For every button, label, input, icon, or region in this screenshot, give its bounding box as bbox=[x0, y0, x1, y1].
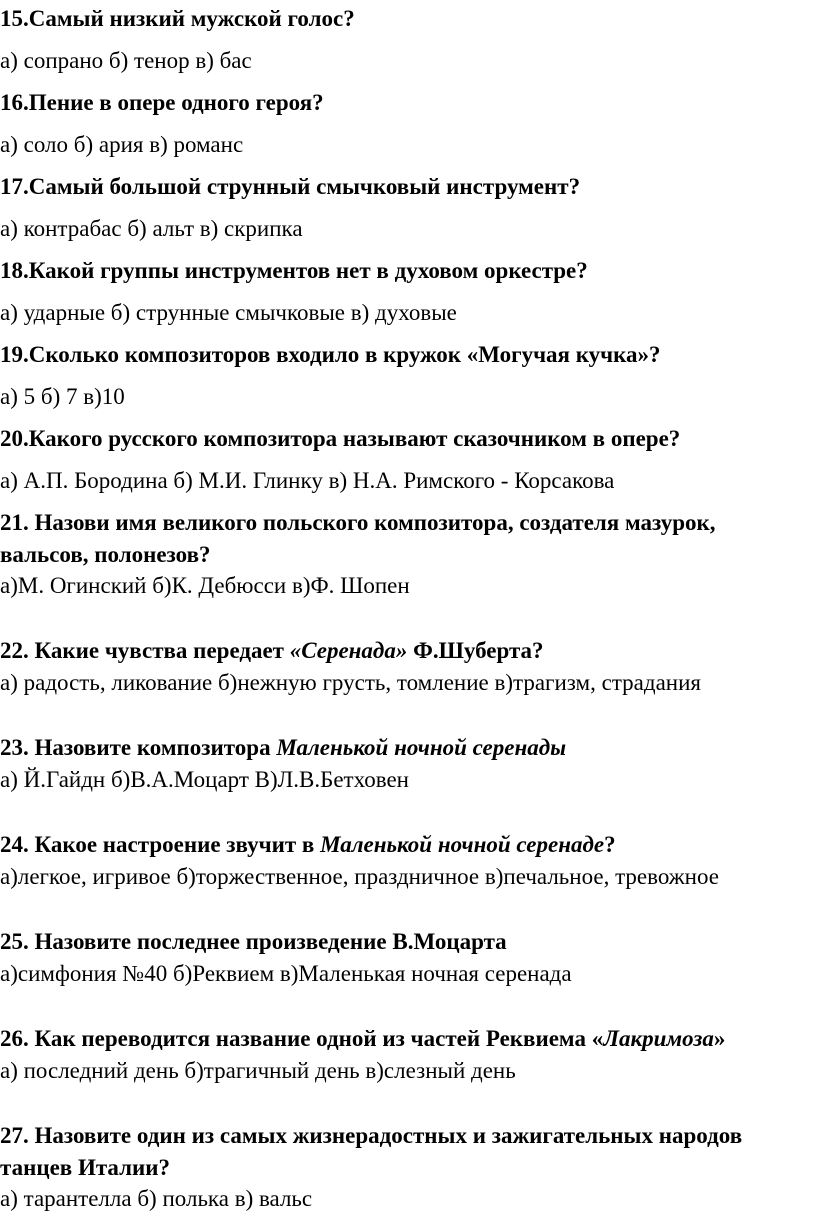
answer-16: а) соло б) ария в) романс bbox=[0, 132, 244, 157]
question-22 bbox=[0, 638, 544, 664]
question-16: 16.Пение в опере одного героя? bbox=[0, 90, 324, 115]
question-27-line-2: танцев Италии? bbox=[0, 1155, 171, 1180]
answer-27: а) тарантелла б) полька в) вальс bbox=[0, 1186, 313, 1211]
answer-26: а) последний день б)трагичный день в)слезный день bbox=[0, 1058, 516, 1083]
question-20: 20.Какого русского композитора называют сказочником в опере? bbox=[0, 426, 681, 451]
question-24-tail: ? bbox=[604, 832, 616, 857]
question-25: 25. Назовите последнее произведение В.Моцарта bbox=[0, 929, 507, 954]
answer-18: а) ударные б) струнные смычковые в) духовые bbox=[0, 300, 457, 325]
question-22-tail: Ф.Шуберта? bbox=[407, 638, 544, 663]
question-18: 18.Какой группы инструментов нет в духовом оркестре? bbox=[0, 258, 588, 283]
answer-15: а) сопрано б) тенор в) бас bbox=[0, 48, 252, 73]
question-27-line-1: 27. Назовите один из самых жизнерадостных и зажигательных народов bbox=[0, 1123, 743, 1148]
answer-19: а) 5 б) 7 в)10 bbox=[0, 384, 125, 409]
question-23-text: 23. Назовите композитора bbox=[0, 735, 277, 760]
answer-23: а) Й.Гайдн б)В.А.Моцарт В)Л.В.Бетховен bbox=[0, 767, 409, 792]
question-26 bbox=[0, 1026, 725, 1052]
answer-20: а) А.П. Бородина б) М.И. Глинку в) Н.А. Римского - Корсакова bbox=[0, 468, 615, 493]
question-26-text: 26. Как переводится название одной из частей Реквиема « bbox=[0, 1026, 604, 1051]
question-23-title: Маленькой ночной серенады bbox=[276, 735, 567, 760]
question-24-title: Маленькой ночной серенаде bbox=[320, 832, 605, 857]
question-22-title: «Серенада» bbox=[289, 638, 408, 663]
question-15: 15.Самый низкий мужской голос? bbox=[0, 6, 355, 31]
answer-25: а)симфония №40 б)Реквием в)Маленькая ночная серенада bbox=[0, 961, 572, 986]
question-19: 19.Сколько композиторов входило в кружок «Могучая кучка»? bbox=[0, 342, 661, 367]
question-26-title: Лакримоза bbox=[603, 1026, 714, 1051]
question-22-text: 22. Какие чувства передает bbox=[0, 638, 290, 663]
question-23 bbox=[0, 735, 566, 761]
answer-17: а) контрабас б) альт в) скрипка bbox=[0, 216, 303, 241]
question-26-tail: » bbox=[713, 1026, 726, 1051]
question-21-line-1: 21. Назови имя великого польского композитора, создателя мазурок, bbox=[0, 510, 716, 535]
question-24-text: 24. Какое настроение звучит в bbox=[0, 832, 321, 857]
question-24 bbox=[0, 832, 616, 858]
question-17: 17.Самый большой струнный смычковый инструмент? bbox=[0, 174, 581, 199]
answer-21: а)М. Огинский б)К. Дебюсси в)Ф. Шопен bbox=[0, 573, 410, 598]
question-21-line-2: вальсов, полонезов? bbox=[0, 542, 211, 567]
answer-24: а)легкое, игривое б)торжественное, праздничное в)печальное, тревожное bbox=[0, 864, 719, 889]
answer-22: а) радость, ликование б)нежную грусть, томление в)трагизм, страдания bbox=[0, 670, 701, 695]
